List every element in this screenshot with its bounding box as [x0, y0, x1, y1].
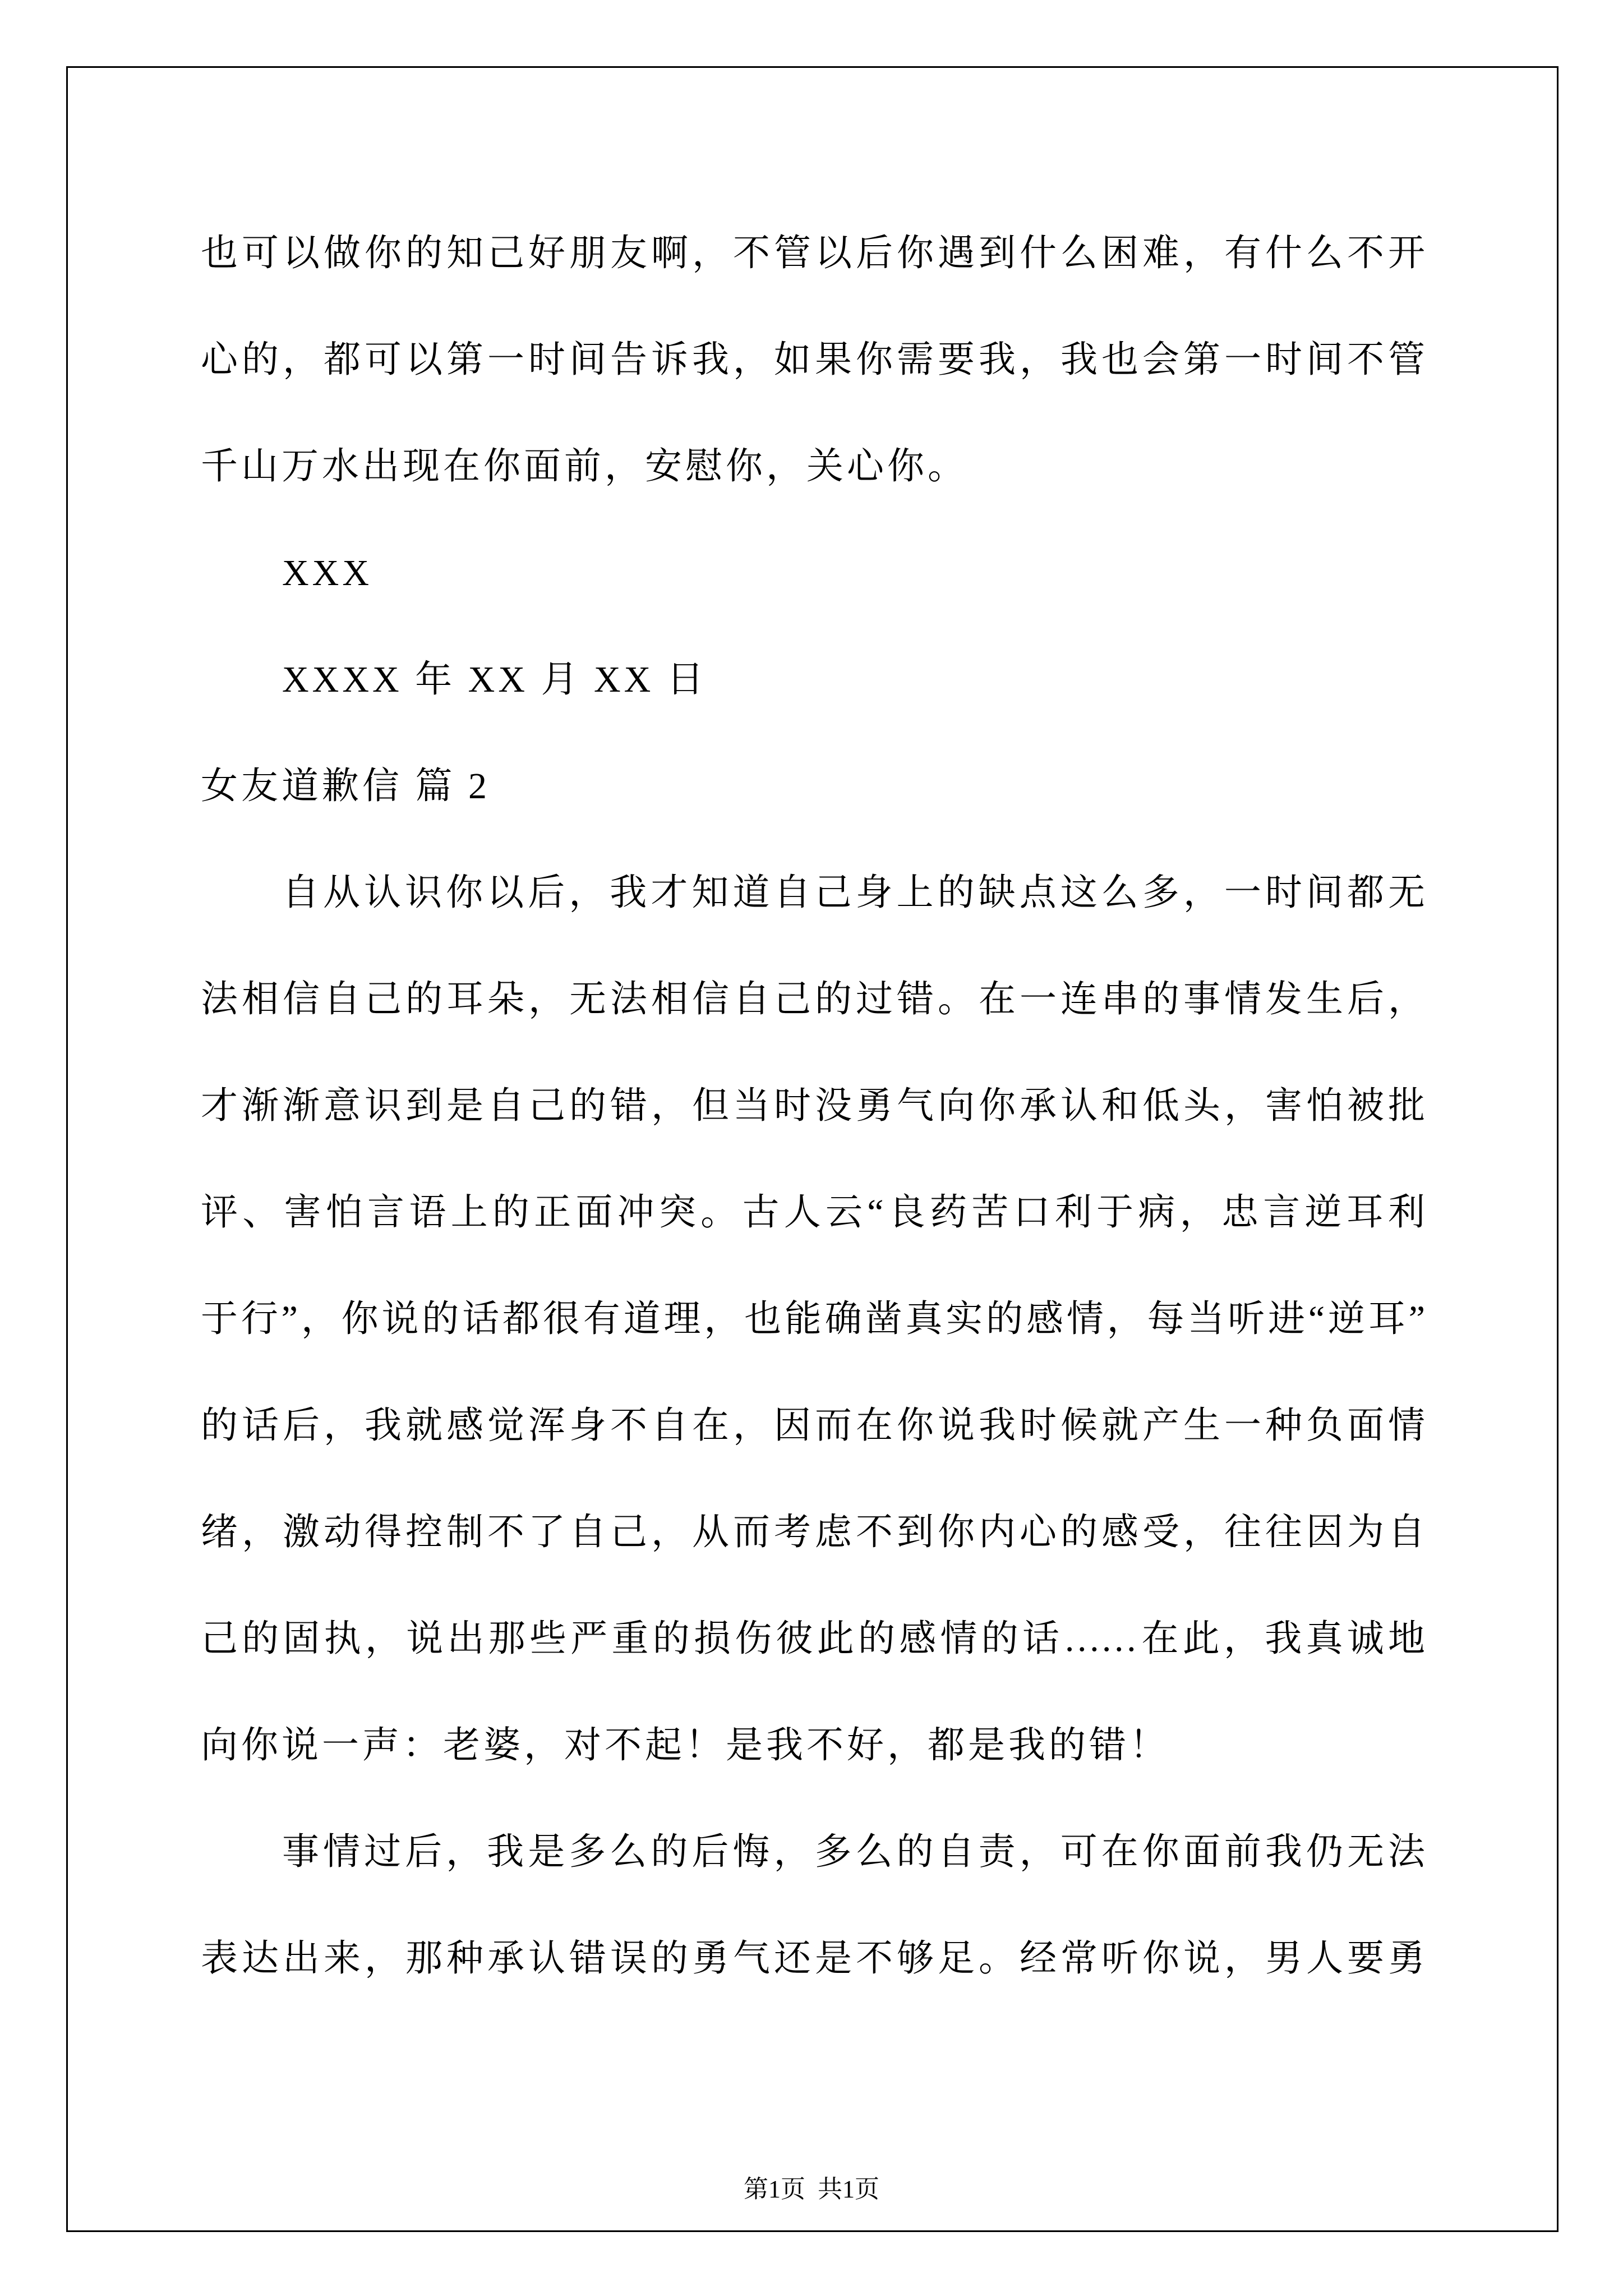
- page-number-footer: 第1页 共1页: [744, 2175, 879, 2203]
- body-text-line: 才渐渐意识到是自己的错，但当时没勇气向你承认和低头，害怕被批: [201, 1085, 1425, 1126]
- body-text-line: 事情过后，我是多么的后悔，多么的自责，可在你面前我仍无法: [282, 1832, 1425, 1872]
- body-text-line: 千山万水出现在你面前，安慰你，关心你。: [201, 446, 968, 487]
- body-text-line: 己的固执，说出那些严重的损伤彼此的感情的话……在此，我真诚地: [201, 1618, 1425, 1659]
- signature-name: XXX: [282, 553, 372, 593]
- body-text-line: 向你说一声：老婆，对不起！是我不好，都是我的错！: [201, 1725, 1170, 1766]
- body-text-line: 于行”，你说的话都很有道理，也能确凿真实的感情，每当听进“逆耳”: [201, 1299, 1425, 1340]
- body-text-line: 自从认识你以后，我才知道自己身上的缺点这么多，一时间都无: [282, 872, 1425, 913]
- body-text-line: 的话后，我就感觉浑身不自在，因而在你说我时候就产生一种负面情: [201, 1405, 1425, 1446]
- signature-date: XXXX 年 XX 月 XX 日: [282, 659, 707, 700]
- body-text-line: 表达出来，那种承认错误的勇气还是不够足。经常听你说，男人要勇: [201, 1938, 1425, 1979]
- document-body: [201, 200, 1425, 2012]
- section-heading: 女友道歉信 篇 2: [201, 766, 490, 807]
- body-text-line: 绪，激动得控制不了自己，从而考虑不到你内心的感受，往往因为自: [201, 1512, 1425, 1553]
- body-text-line: 评、害怕言语上的正面冲突。古人云“良药苦口利于病，忠言逆耳利: [201, 1192, 1425, 1233]
- body-text-line: 心的，都可以第一时间告诉我，如果你需要我，我也会第一时间不管: [201, 339, 1425, 380]
- body-text-line: 也可以做你的知己好朋友啊，不管以后你遇到什么困难，有什么不开: [201, 233, 1425, 274]
- body-text-line: 法相信自己的耳朵，无法相信自己的过错。在一连串的事情发生后，: [201, 979, 1425, 1020]
